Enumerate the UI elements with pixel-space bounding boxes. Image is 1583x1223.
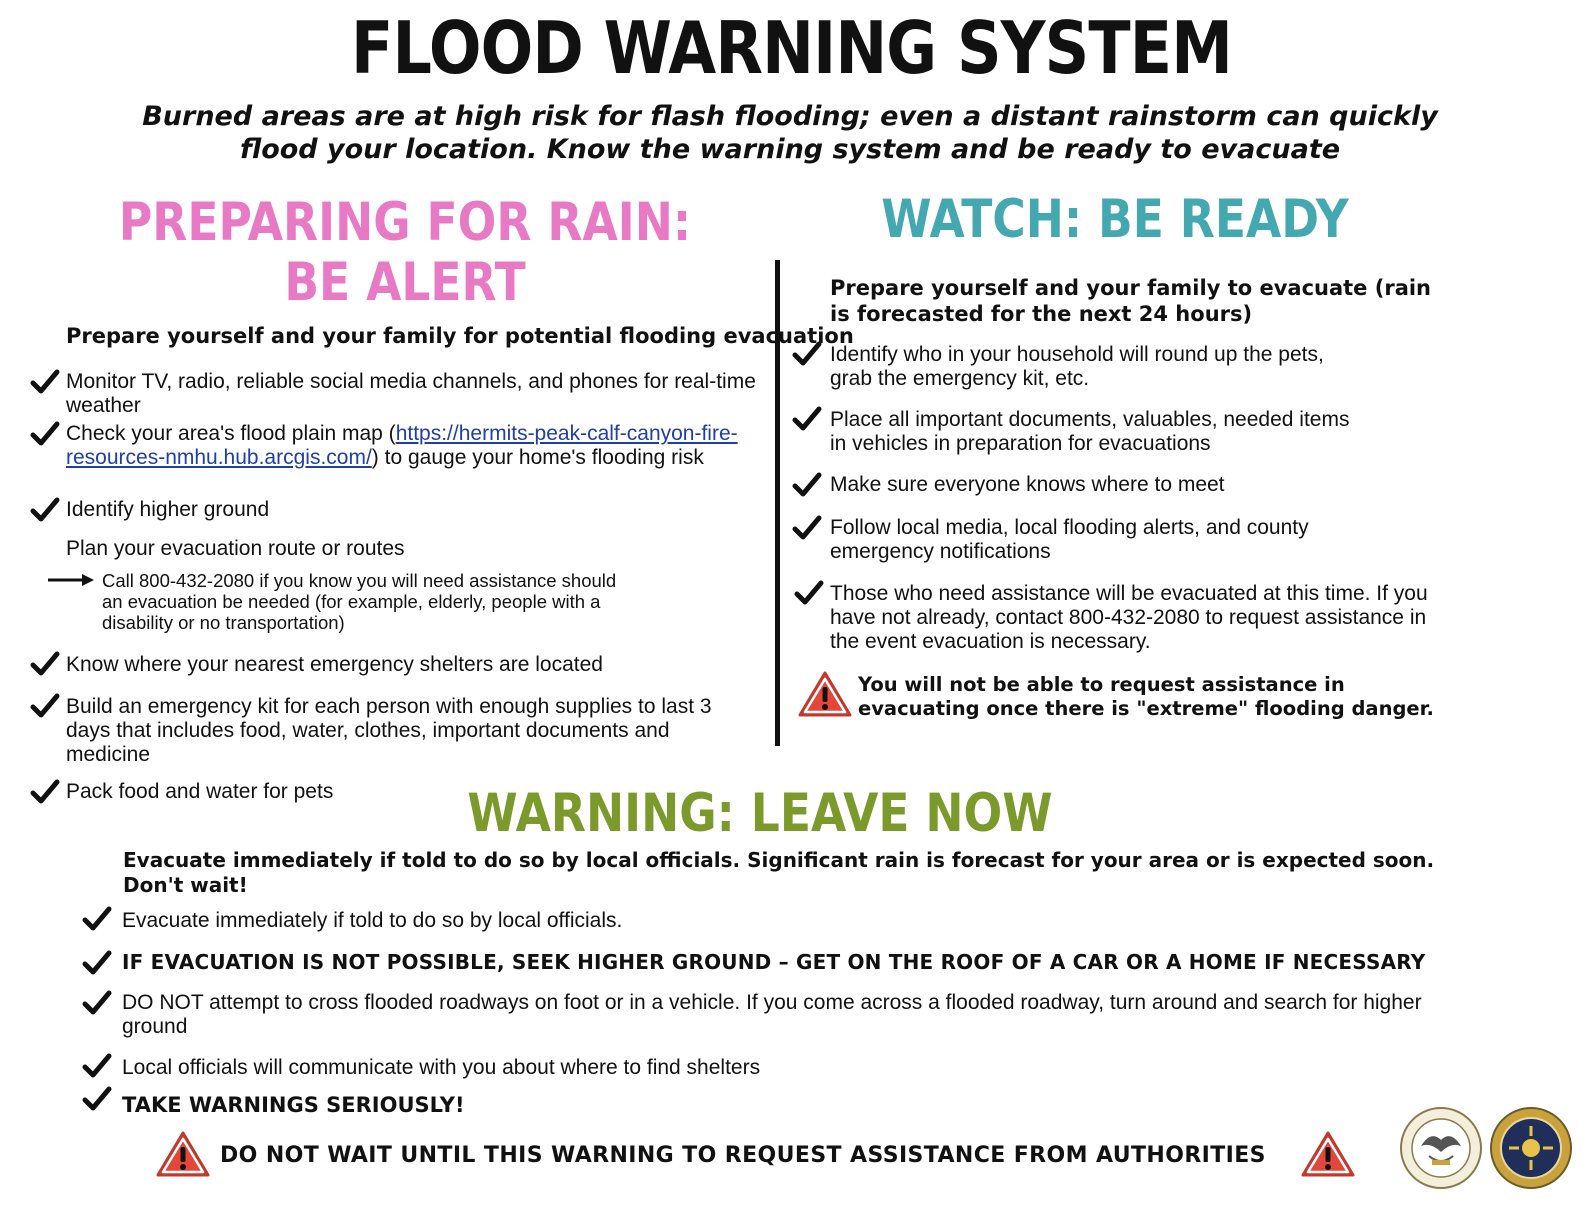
check-icon (794, 580, 824, 606)
watch-item-4: Follow local media, local flooding alerts, and county emergency notifications (830, 516, 1309, 563)
watch-alert: You will not be able to request assistance in evacuating once there is "extreme" flooding danger. (858, 673, 1434, 720)
prepare-lead: Prepare yourself and your family for potential flooding evacuation (66, 324, 854, 348)
prepare-item-2-text: Check your area's flood plain map ( (66, 422, 396, 445)
arrow-right-icon (46, 572, 96, 588)
warning-item-1: Evacuate immediately if told to do so by local officials. (122, 909, 623, 932)
prepare-item-3: Identify higher ground (66, 498, 270, 521)
plan-route-text: Plan your evacuation route or routes (66, 537, 405, 560)
warning-triangle-icon (155, 1130, 211, 1178)
prepare-item-4: Know where your nearest emergency shelters are located (66, 653, 603, 676)
check-icon (30, 693, 60, 719)
warning-item-5: TAKE WARNINGS SERIOUSLY! (122, 1093, 465, 1117)
check-icon (792, 406, 822, 432)
watch-item-1: Identify who in your household will round up the pets, grab the emergency kit, etc. (830, 343, 1324, 390)
call-assistance-text: Call 800-432-2080 if you know you will need assistance should an evacuation be needed (for example, elderly, people with a disability or no transportation) (102, 570, 617, 633)
check-icon (30, 779, 60, 805)
prepare-heading (108, 193, 701, 313)
check-icon (30, 651, 60, 677)
watch-item-2: Place all important documents, valuables, needed items in vehicles in preparation for evacuations (830, 408, 1350, 455)
warning-item-4: Local officials will communicate with you about where to find shelters (122, 1056, 761, 1079)
check-icon (82, 1086, 112, 1112)
prepare-heading-line2: BE ALERT (284, 252, 526, 313)
check-icon (82, 990, 112, 1016)
check-icon (792, 341, 822, 367)
warning-heading: WARNING: LEAVE NOW (467, 783, 1053, 844)
warning-triangle-icon (797, 670, 853, 718)
check-icon (82, 950, 112, 976)
check-icon (30, 369, 60, 395)
state-seal (1399, 1106, 1483, 1190)
warning-item-2: IF EVACUATION IS NOT POSSIBLE, SEEK HIGHER GROUND – GET ON THE ROOF OF A CAR OR A HOME IF NECESSARY (122, 950, 1426, 974)
watch-heading: WATCH: BE READY (881, 189, 1349, 250)
check-icon (792, 472, 822, 498)
prepare-item-2-suffix: ) to gauge your home's flooding risk (371, 446, 704, 469)
check-icon (792, 515, 822, 541)
prepare-item-5: Build an emergency kit for each person with enough supplies to last 3 days that includes food, water, clothes, important documents and medicine (66, 695, 712, 766)
warning-item-3: DO NOT attempt to cross flooded roadways on foot or in a vehicle. If you come across a flooded roadway, turn around and search for higher ground (122, 991, 1422, 1038)
watch-lead: Prepare yourself and your family to evacuate (rain is forecasted for the next 24 hours) (830, 276, 1432, 326)
watch-item-3: Make sure everyone knows where to meet (830, 473, 1225, 496)
check-icon (82, 906, 112, 932)
warning-lead: Evacuate immediately if told to do so by local officials. Significant rain is forecast for your area or is expected soon. Don't wait! (123, 848, 1435, 897)
watch-item-5: Those who need assistance will be evacuated at this time. If you have not already, contact 800-432-2080 to request assistance in the event evacuation is necessary. (830, 582, 1428, 653)
page-title: FLOOD WARNING SYSTEM (351, 6, 1232, 90)
check-icon (82, 1053, 112, 1079)
page-subtitle: Burned areas are at high risk for flash flooding; even a distant rainstorm can quickly flood your location. Know the warning system and be ready to evacuate (142, 101, 1438, 165)
prepare-item-2 (66, 422, 758, 470)
agency-seal (1489, 1106, 1573, 1190)
prepare-item-6: Pack food and water for pets (66, 780, 334, 803)
check-icon (30, 421, 60, 447)
warning-triangle-icon (1300, 1130, 1356, 1178)
footer-alert: DO NOT WAIT UNTIL THIS WARNING TO REQUEST ASSISTANCE FROM AUTHORITIES (220, 1143, 1266, 1168)
flood-map-link[interactable]: https://hermits-peak-calf-canyon-fire-resources-nmhu.hub.arcgis.com/ (66, 422, 738, 469)
check-icon (30, 497, 60, 523)
prepare-heading-line1: PREPARING FOR RAIN: (118, 192, 692, 253)
prepare-item-1: Monitor TV, radio, reliable social media channels, and phones for real-time weather (66, 370, 756, 417)
